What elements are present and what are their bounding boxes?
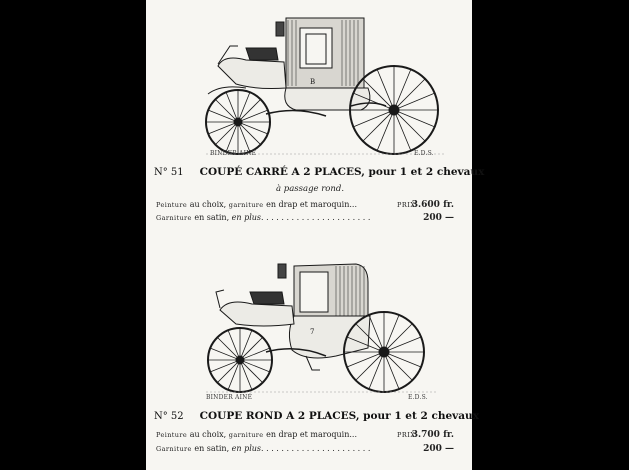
line-text: au choix, <box>187 430 229 439</box>
price-line <box>156 430 464 439</box>
line-text: en satin, <box>191 444 232 453</box>
engraver-signature-right: E.D.S. <box>414 150 434 157</box>
line-dots: . . . . . . . . . . . . . . . . . . . . . . <box>261 213 371 222</box>
line-text: en satin, <box>191 213 232 222</box>
line-italic: en plus <box>231 444 262 453</box>
price-value: 3.600 fr. <box>411 200 454 210</box>
engraver-signature-left: BINDER AINÉ <box>210 150 257 157</box>
item-title <box>154 410 479 422</box>
item-number: N° 51 <box>154 167 184 178</box>
price-line <box>156 444 464 453</box>
price-value: 200 — <box>423 213 454 223</box>
item-title <box>154 166 484 178</box>
line-lead: Peinture <box>156 431 188 439</box>
line-lead: Peinture <box>156 201 188 209</box>
line-smallcaps: garniture <box>228 201 264 209</box>
item-subtitle: à passage rond. <box>276 184 345 194</box>
door-letter: 7 <box>310 328 315 336</box>
line-lead: Garniture <box>156 445 192 453</box>
price-line <box>156 200 464 209</box>
line-dots: . . . . . . . . . . . . . . . . . . . . . . <box>261 444 371 453</box>
door-letter: B <box>310 78 316 86</box>
item-name: COUPE ROND A 2 PLACES, pour 1 et 2 chevaux <box>199 410 479 422</box>
price-line <box>156 213 464 222</box>
coupe-carre-engraving <box>146 6 472 162</box>
line-smallcaps: garniture <box>228 431 264 439</box>
prix-label: PRIX <box>397 431 416 439</box>
line-text: en drap et maroquin... <box>263 430 357 439</box>
coupe-rond-engraving <box>146 252 472 404</box>
item-number: N° 52 <box>154 411 184 422</box>
line-italic: en plus <box>231 213 262 222</box>
line-text: au choix, <box>187 200 229 209</box>
catalog-page <box>146 0 485 470</box>
item-name: COUPÉ CARRÉ A 2 PLACES, pour 1 et 2 chevaux <box>199 166 485 178</box>
prix-label: PRIX <box>397 201 416 209</box>
engraver-signature-left: BINDER AINÉ <box>206 394 253 401</box>
line-text: en drap et maroquin... <box>263 200 357 209</box>
engraver-signature-right: E.D.S. <box>408 394 428 401</box>
price-value: 3.700 fr. <box>411 430 454 440</box>
price-value: 200 — <box>423 444 454 454</box>
line-lead: Garniture <box>156 214 192 222</box>
